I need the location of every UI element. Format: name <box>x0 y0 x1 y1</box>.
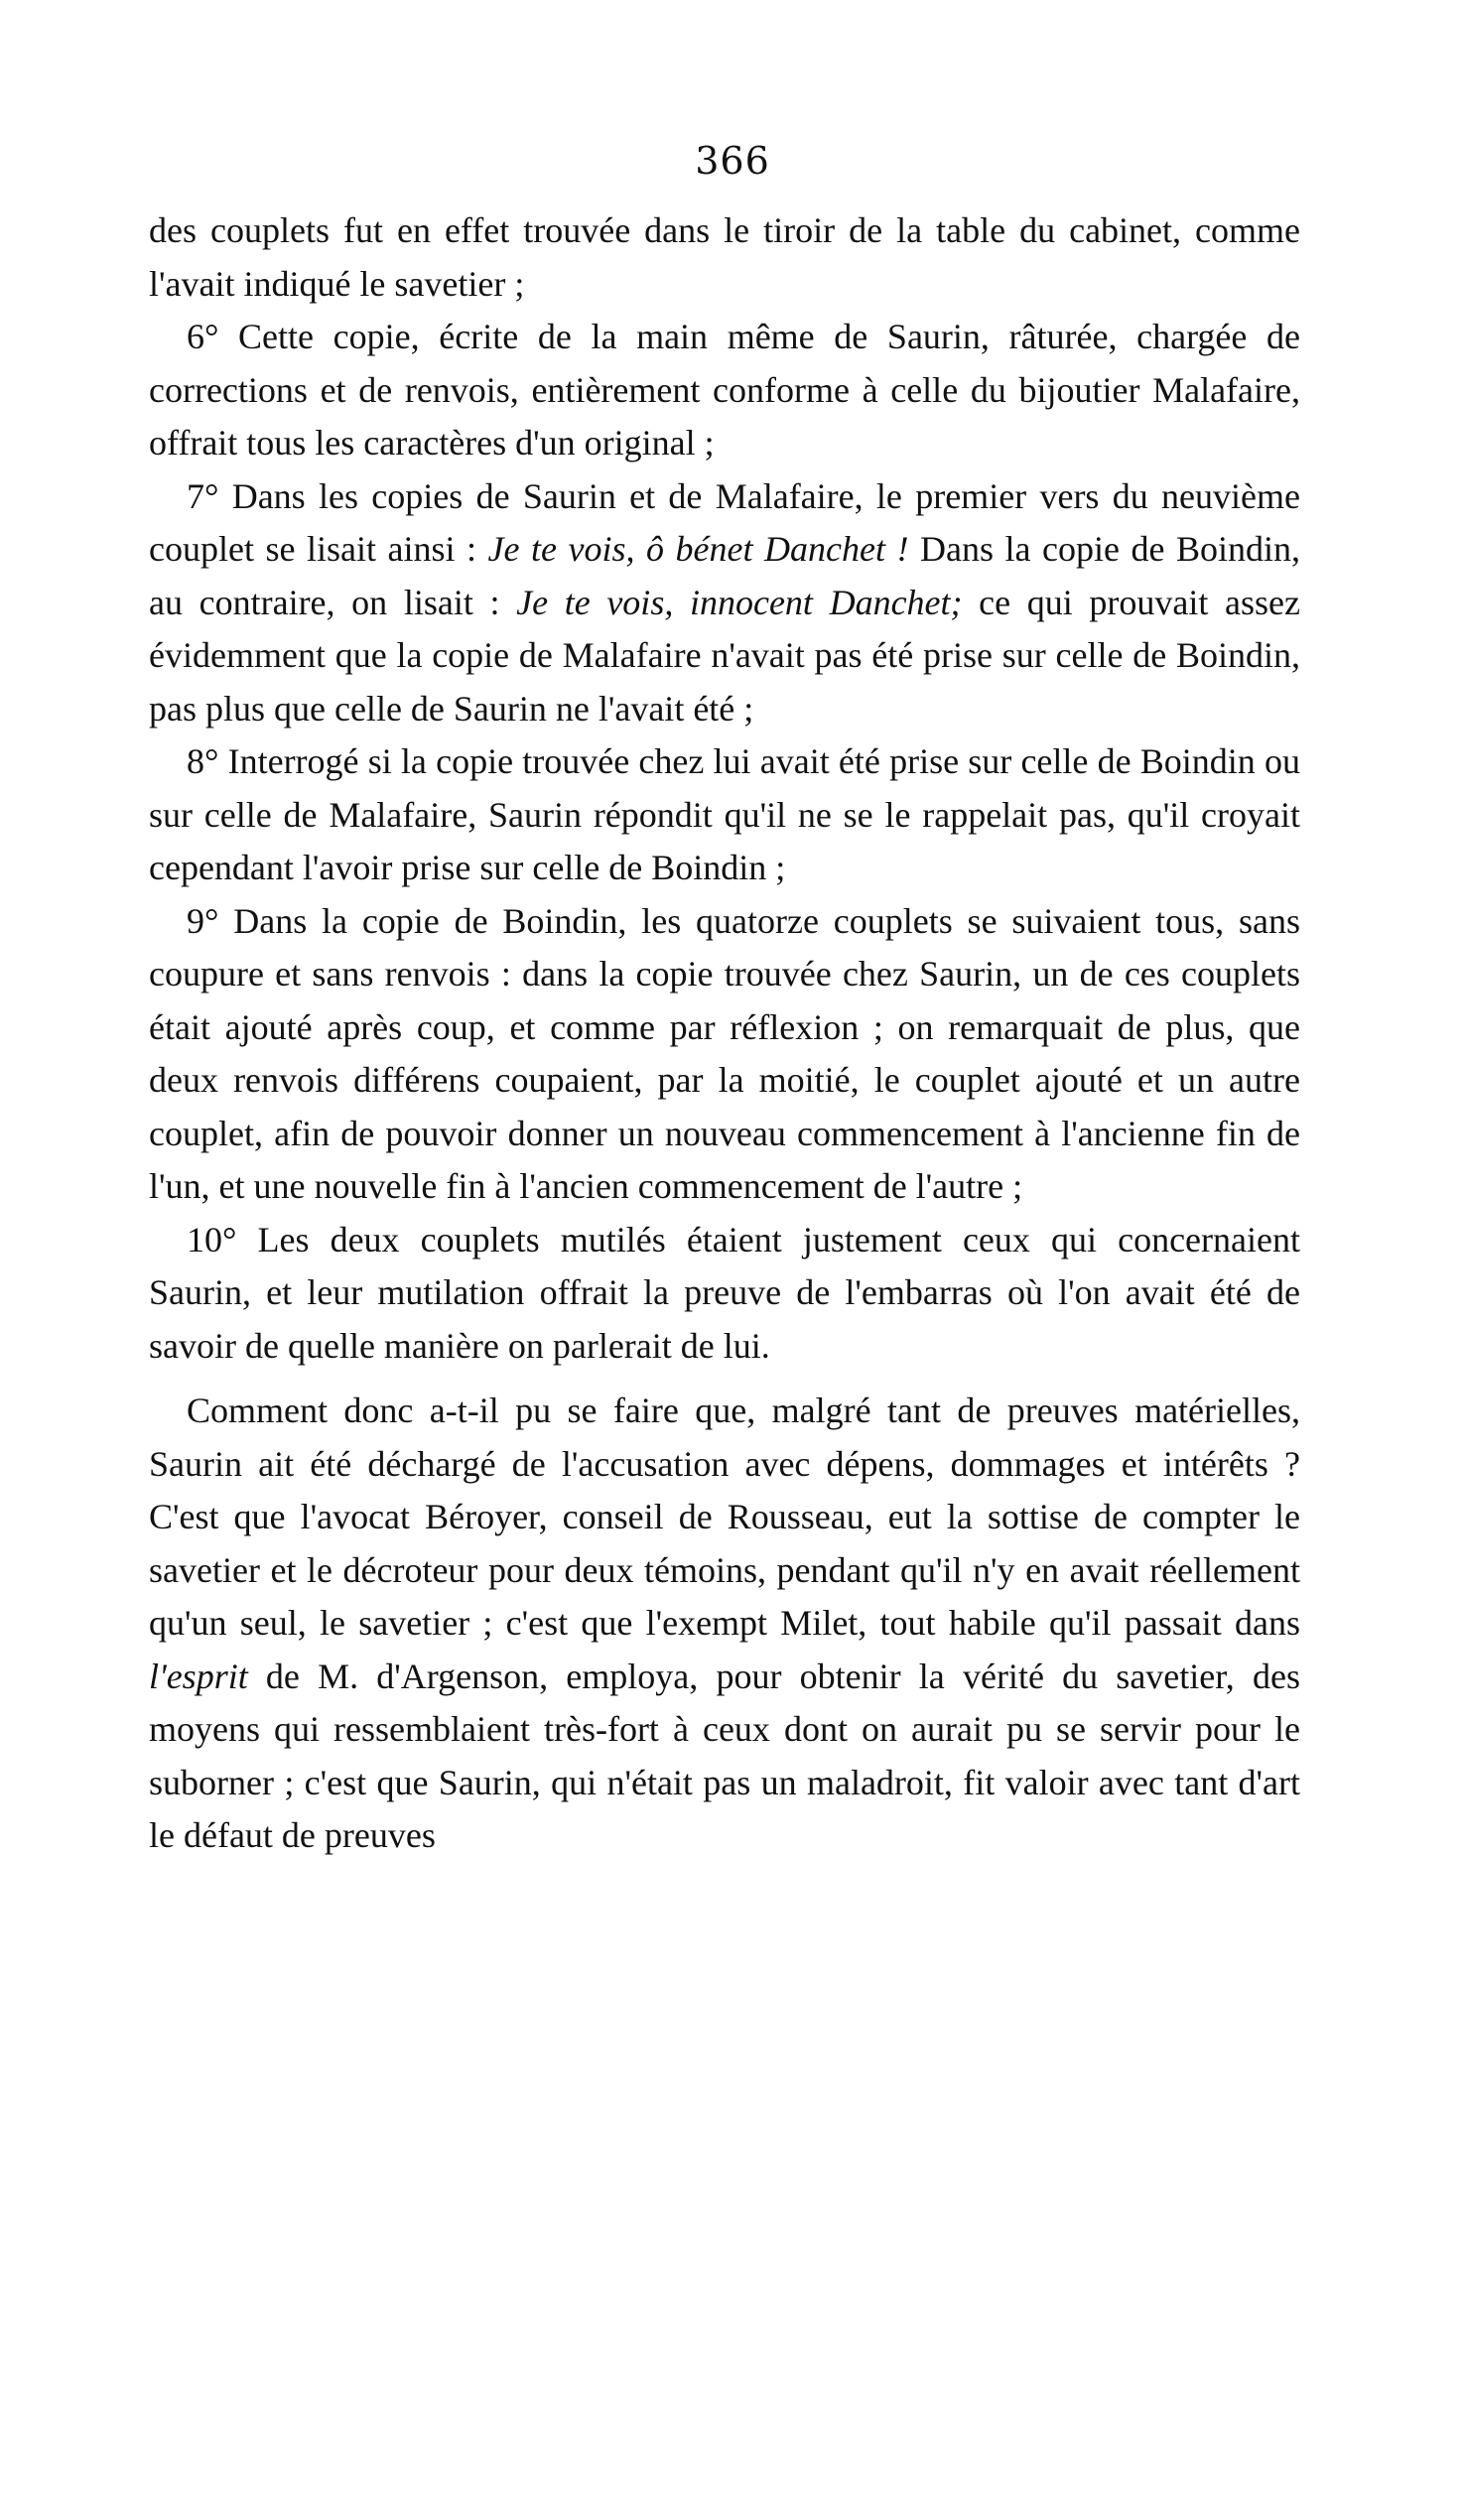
paragraph-conclusion-text-a: Comment donc a-t-il pu se faire que, malgré tant de preuves matérielles, Saurin ait été déchargé de l'accusation avec dépens, dommages et intérêts ? C'est que l'avocat Béroyer, conseil de Rousseau, eut la sottise de compter le savetier et le décroteur pour deux témoins, pendant qu'il n'y en avait réellement qu'un seul, le savetier ; c'est que l'exempt Milet, tout habile qu'il passait dans <box>149 1391 1300 1643</box>
paragraph-item-9: 9° Dans la copie de Boindin, les quatorze couplets se suivaient tous, sans coupure et sans renvois : dans la copie trouvée chez Saurin, un de ces couplets était ajouté après coup, et comme par réflexion ; on remarquait de plus, que deux renvois différens coupaient, par la moitié, le couplet ajouté et un autre couplet, afin de pouvoir donner un nouveau commencement à l'ancienne fin de l'un, et une nouvelle fin à l'ancien commencement de l'autre ; <box>149 900 1300 1206</box>
paragraph-item-7-text-c: ce qui prouvait assez évidemment que la copie de Malafaire n'avait pas été prise sur celle de Boindin, pas plus que celle de Saurin ne l'avait été ; <box>149 582 1300 729</box>
paragraph-item-8: 8° Interrogé si la copie trouvée chez lui avait été prise sur celle de Boindin ou sur celle de Malafaire, Saurin répondit qu'il ne se le rappelait pas, qu'il croyait cependant l'avoir prise sur celle de Boindin ; <box>149 741 1300 887</box>
body-text <box>149 204 1300 1863</box>
paragraph-conclusion <box>149 1385 1300 1863</box>
paragraph-item-10: 10° Les deux couplets mutilés étaient justement ceux qui concernaient Saurin, et leur mutilation offrait la preuve de l'embarras où l'on avait été de savoir de quelle manière on parlerait de lui. <box>149 1219 1300 1366</box>
paragraph-item-7-text-a: 7° Dans les copies de Saurin et de Malafaire, le premier vers du neuvième couplet se lisait ainsi : <box>149 475 1300 569</box>
paragraph-item-7 <box>149 470 1300 736</box>
paragraph-continuation: des couplets fut en effet trouvée dans le tiroir de la table du cabinet, comme l'avait indiqué le savetier ; <box>149 210 1300 304</box>
quote-benet-danchet: Je te vois, ô bénet Danchet ! <box>487 529 909 569</box>
page-number: 366 <box>695 139 770 183</box>
paragraph-conclusion-text-b: de M. d'Argenson, employa, pour obtenir la vérité du savetier, des moyens qui ressemblaient très-fort à ceux dont on aurait pu se servir pour le suborner ; c'est que Saurin, qui n'était pas un maladroit, fit valoir avec tant d'art le défaut de preuves <box>149 1656 1300 1855</box>
paragraph-item-7-text-b: Dans la copie de Boindin, au contraire, on lisait : <box>149 529 1300 622</box>
emphasis-esprit: l'esprit <box>149 1656 248 1696</box>
quote-innocent-danchet: Je te vois, innocent Danchet; <box>516 582 963 622</box>
paragraph-item-6: 6° Cette copie, écrite de la main même de Saurin, râturée, chargée de corrections et de renvois, entièrement conforme à celle du bijoutier Malafaire, offrait tous les caractères d'un original ; <box>149 317 1300 463</box>
